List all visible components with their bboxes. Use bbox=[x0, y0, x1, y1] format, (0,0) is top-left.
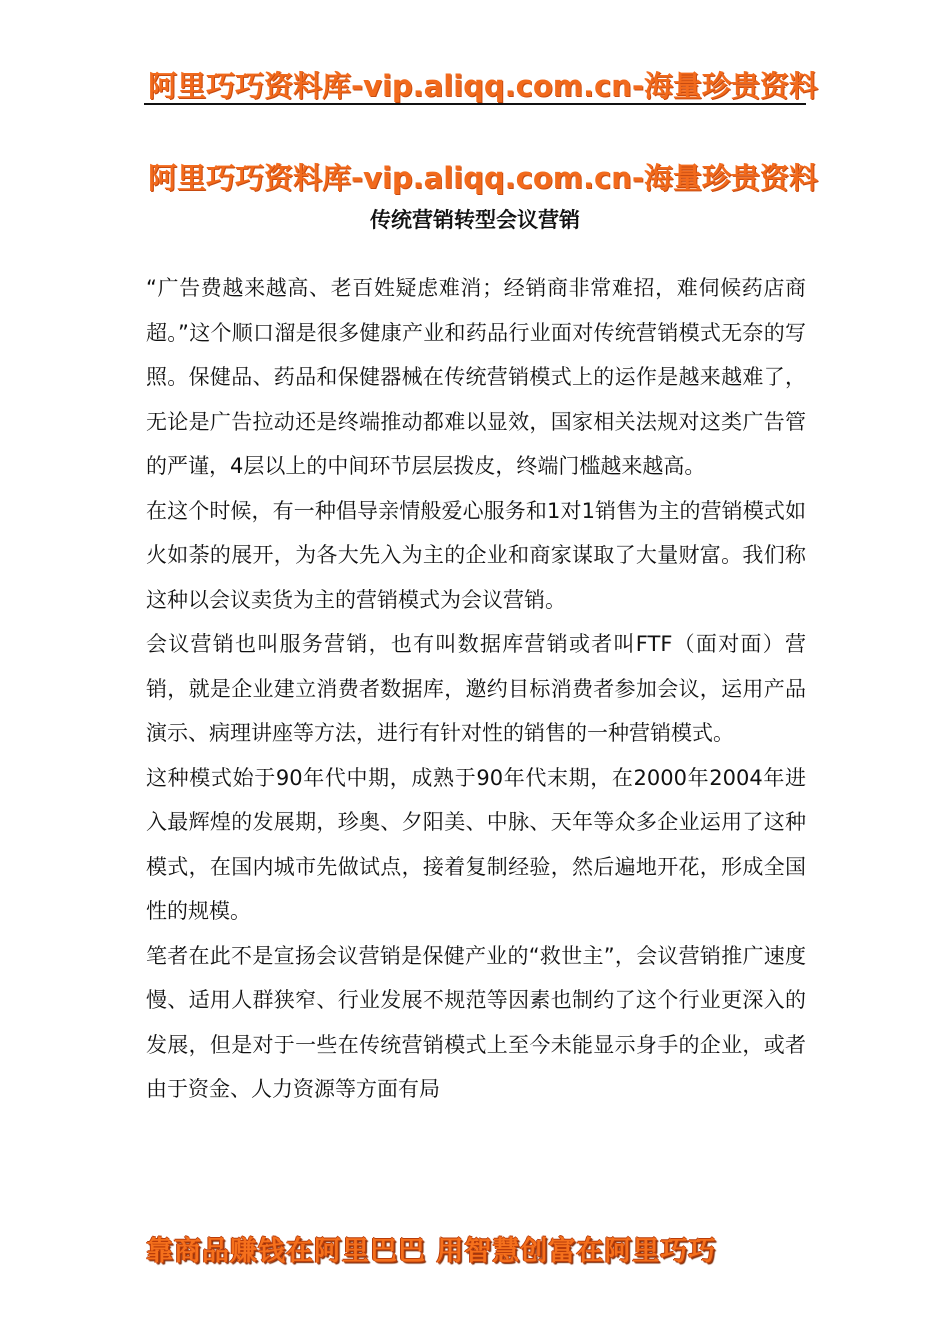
header-banner-top: 阿里巧巧资料库-vip.aliqq.com.cn-海量珍贵资料 bbox=[148, 69, 818, 103]
header-banner-second: 阿里巧巧资料库-vip.aliqq.com.cn-海量珍贵资料 bbox=[148, 161, 818, 195]
paragraph-1: “广告费越来越高、老百姓疑虑难消；经销商非常难招，难伺候药店商超。”这个顺口溜是很多健康产业和药品行业面对传统营销模式无奈的写照。保健品、药品和保健器械在传统营销模式上的运作是越来越难了，无论是广告拉动还是终端推动都难以显效，国家相关法规对这类广告管的严谨，4层以上的中间环节层层拨皮，终端门槛越来越高。 bbox=[146, 276, 806, 478]
header-divider bbox=[144, 103, 806, 105]
paragraph-3: 会议营销也叫服务营销，也有叫数据库营销或者叫FTF（面对面）营销，就是企业建立消费者数据库，邀约目标消费者参加会议，运用产品演示、病理讲座等方法，进行有针对性的销售的一种营销模式。 bbox=[146, 632, 806, 745]
paragraph-5: 笔者在此不是宣扬会议营销是保健产业的“救世主”，会议营销推广速度慢、适用人群狭窄、行业发展不规范等因素也制约了这个行业更深入的发展，但是对于一些在传统营销模式上至今未能显示身手的企业，或者由于资金、人力资源等方面有局 bbox=[146, 943, 806, 1101]
document-body bbox=[146, 266, 806, 1112]
paragraph-2: 在这个时候，有一种倡导亲情般爱心服务和1对1销售为主的营销模式如火如荼的展开，为各大先入为主的企业和商家谋取了大量财富。我们称这种以会议卖货为主的营销模式为会议营销。 bbox=[146, 498, 806, 612]
paragraph-4: 这种模式始于90年代中期，成熟于90年代末期，在2000年2004年进入最辉煌的发展期，珍奥、夕阳美、中脉、天年等众多企业运用了这种模式，在国内城市先做试点，接着复制经验，然后遍地开花，形成全国性的规模。 bbox=[146, 765, 806, 923]
document-title: 传统营销转型会议营销 bbox=[370, 208, 580, 232]
footer-banner: 靠商品赚钱在阿里巴巴 用智慧创富在阿里巧巧 bbox=[146, 1236, 717, 1267]
